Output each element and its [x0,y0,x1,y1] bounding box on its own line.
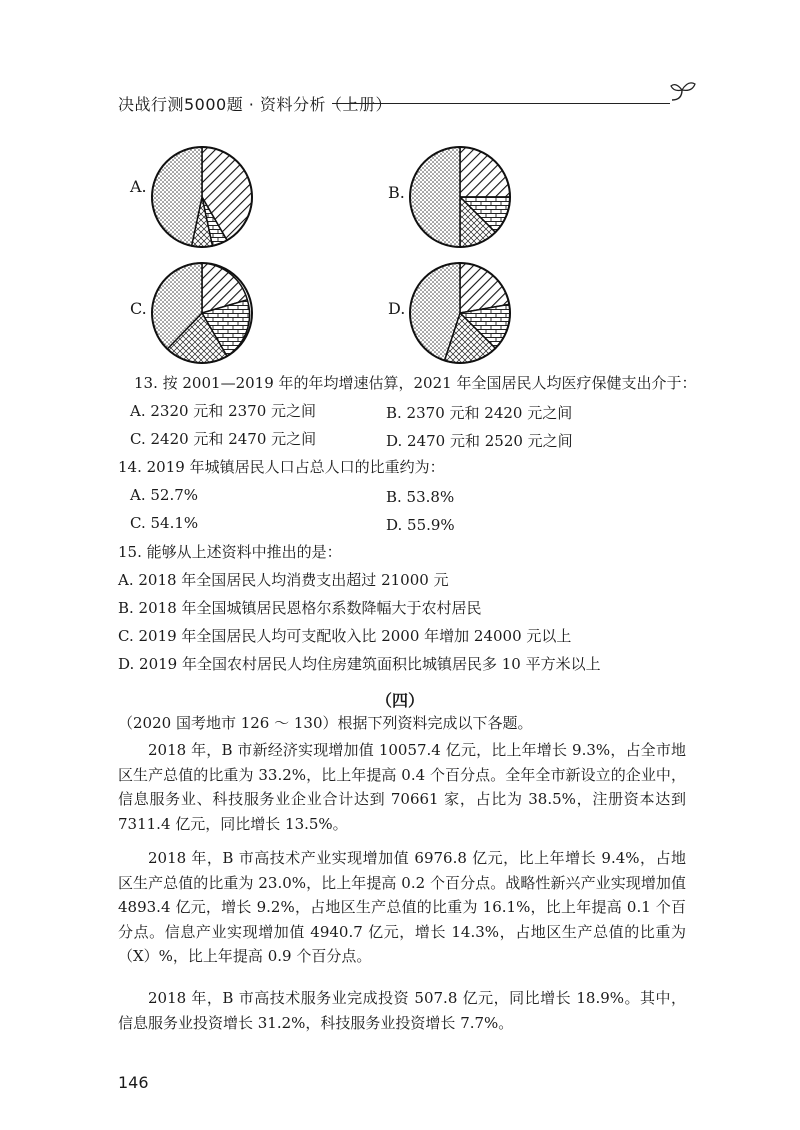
sprout-icon [668,78,698,108]
question-13-option-a[interactable]: A. 2320 元和 2370 元之间 [130,402,317,420]
question-15-option-b[interactable]: B. 2018 年全国城镇居民恩格尔系数降幅大于农村居民 [118,599,482,617]
question-15-stem: 15. 能够从上述资料中推出的是： [118,543,342,561]
question-14-option-b[interactable]: B. 53.8% [386,488,455,506]
pie-chart [150,261,254,365]
question-13-stem: 13. 按 2001—2019 年的年均增速估算，2021 年全国居民人均医疗保健支出介于： [134,374,697,392]
option-label: C. [130,299,147,318]
pie-chart [408,145,512,249]
option-label: B. [388,183,405,202]
question-13-option-b[interactable]: B. 2370 元和 2420 元之间 [386,404,573,422]
question-15-option-c[interactable]: C. 2019 年全国居民人均可支配收入比 2000 年增加 24000 元以上 [118,627,572,645]
page-number: 146 [118,1073,149,1092]
question-14-option-a[interactable]: A. 52.7% [130,486,199,504]
paragraph-3: 2018 年，B 市高技术服务业完成投资 507.8 亿元，同比增长 18.9%。其中，信息服务业投资增长 31.2%，科技服务业投资增长 7.7%。 [118,989,686,1032]
question-14-option-d[interactable]: D. 55.9% [386,516,455,534]
option-label: D. [388,299,406,318]
running-header-title: 决战行测5000题 · 资料分析（上册） [118,95,392,114]
paragraph-1: 2018 年，B 市新经济实现增加值 10057.4 亿元，比上年增长 9.3%，占全市地区生产总值的比重为 33.2%，比上年提高 0.4 个百分点。全年全市新设立的企业中，信息服务业、科技服务业企业合计达到 70661 家，占比为 38.5%，注册资本达到 7311.4 亿元，同比增长 13.5%。 [118,741,686,833]
question-14-stem: 14. 2019 年城镇居民人口占总人口的比重约为： [118,458,445,476]
section-title: （四） [375,691,424,710]
option-label: A. [130,177,147,196]
question-15-option-a[interactable]: A. 2018 年全国居民人均消费支出超过 21000 元 [118,571,449,589]
question-13-option-c[interactable]: C. 2420 元和 2470 元之间 [130,430,317,448]
question-13-option-d[interactable]: D. 2470 元和 2520 元之间 [386,432,573,450]
question-15-option-d[interactable]: D. 2019 年全国农村居民人均住房建筑面积比城镇居民多 10 平方米以上 [118,655,601,673]
pie-chart [408,261,512,365]
pie-chart [150,145,254,249]
section-source-note: （2020 国考地市 126 ～ 130）根据下列资料完成以下各题。 [118,714,533,732]
question-14-option-c[interactable]: C. 54.1% [130,514,199,532]
paragraph-2: 2018 年，B 市高技术产业实现增加值 6976.8 亿元，比上年增长 9.4%，占地区生产总值的比重为 23.0%，比上年提高 0.2 个百分点。战略性新兴产业实现增加值 4893.4 亿元，增长 9.2%，占地区生产总值的比重为 16.1%，比上年提高 0.1 个百分点。信息产业实现增加值 4940.7 亿元，增长 14.3%，占地区生产总值的比重为（X）%，比上年提高 0.9 个百分点。 [118,849,686,965]
header-rule [332,103,670,104]
